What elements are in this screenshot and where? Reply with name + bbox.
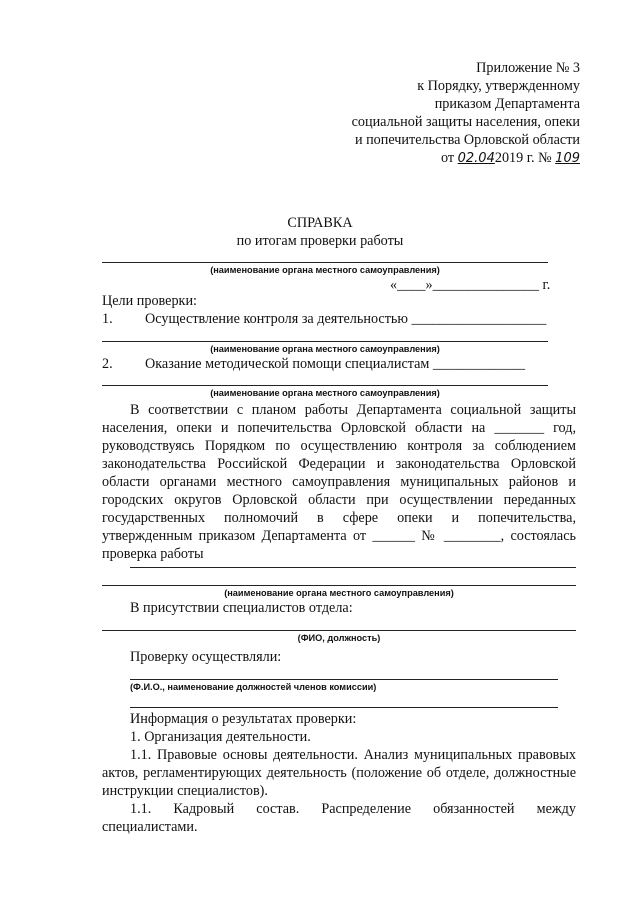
- date-prefix: от: [440, 150, 455, 166]
- goal-2-text: Оказание методической помощи специалистам _____________: [145, 356, 526, 372]
- commission-line-1: [130, 679, 558, 680]
- paragraph-line-5: области органами местного самоуправления муниципальных районов и: [102, 474, 576, 490]
- paragraph-line-8: утвержденным приказом Департамента от ______ № ________, состоялась: [102, 528, 576, 544]
- date-handwritten: 02.04: [457, 151, 495, 166]
- goal-1-number: 1.: [102, 311, 113, 327]
- date-field: «____»_______________ г.: [390, 277, 551, 293]
- item-1-1-line-1: 1.1. Правовые основы деятельности. Анализ муниципальных правовых: [130, 747, 576, 763]
- commission-line-2: [130, 707, 558, 708]
- caption-organ-4: (наименование органа местного самоуправления): [224, 588, 454, 598]
- goal-1-text: Осуществление контроля за деятельностью ___________________: [145, 311, 547, 327]
- goals-label: Цели проверки:: [102, 293, 197, 309]
- paragraph-line-6: городских округов Орловской области при осуществлении переданных: [102, 492, 576, 508]
- number-handwritten: 109: [555, 151, 580, 166]
- caption-organ-3: (наименование органа местного самоуправления): [210, 388, 440, 398]
- inspectors-label: Проверку осуществляли:: [130, 649, 282, 665]
- item-1-2-last: специалистами.: [102, 819, 198, 835]
- paragraph-line-4: законодательства Российской Федерации и законодательства Орловской: [102, 456, 576, 472]
- document-subtitle: по итогам проверки работы: [236, 233, 404, 249]
- paragraph-line-1: В соответствии с планом работы Департамента социальной защиты: [130, 402, 576, 418]
- item-1-1-last: инструкции специалистов).: [102, 783, 268, 799]
- caption-organ-1: (наименование органа местного самоуправления): [210, 265, 440, 275]
- paragraph-last-line: проверка работы: [102, 546, 204, 562]
- paragraph-line-2: населения, опеки и попечительства Орловской области на _______ год,: [102, 420, 576, 436]
- paragraph-line-3: руководствуясь Порядком по осуществлению контроля за соблюдением: [102, 438, 576, 454]
- item-1-1-line-2: актов, регламентирующих деятельность (положение об отделе, должностные: [102, 765, 576, 781]
- caption-organ-2: (наименование органа местного самоуправления): [210, 344, 440, 354]
- goal-2-number: 2.: [102, 356, 113, 372]
- item-1: 1. Организация деятельности.: [130, 729, 311, 745]
- appendix-line-3: приказом Департамента: [434, 96, 580, 112]
- organ-line-2: [102, 341, 548, 342]
- caption-commission: (Ф.И.О., наименование должностей членов комиссии): [130, 682, 377, 692]
- appendix-line-1: Приложение № 3: [476, 60, 580, 76]
- blank-line-1: [130, 567, 576, 568]
- fio-line: [102, 630, 576, 631]
- year-text: 2019 г. №: [494, 150, 552, 166]
- organ-line-1: [102, 262, 548, 263]
- presence-label: В присутствии специалистов отдела:: [130, 600, 353, 616]
- paragraph-line-7: государственных полномочий в сфере опеки и попечительства,: [102, 510, 576, 526]
- appendix-line-5: и попечительства Орловской области: [354, 132, 580, 148]
- organ-line-3: [102, 385, 548, 386]
- caption-fio: (ФИО, должность): [297, 633, 381, 643]
- item-1-2-line: 1.1. Кадровый состав. Распределение обязанностей между: [130, 801, 576, 817]
- appendix-line-4: социальной защиты населения, опеки: [351, 114, 580, 130]
- document-title: СПРАВКА: [287, 215, 353, 231]
- appendix-date-line: [441, 150, 580, 167]
- appendix-line-2: к Порядку, утвержденному: [417, 78, 580, 94]
- organ-line-4: [102, 585, 576, 586]
- results-label: Информация о результатах проверки:: [130, 711, 357, 727]
